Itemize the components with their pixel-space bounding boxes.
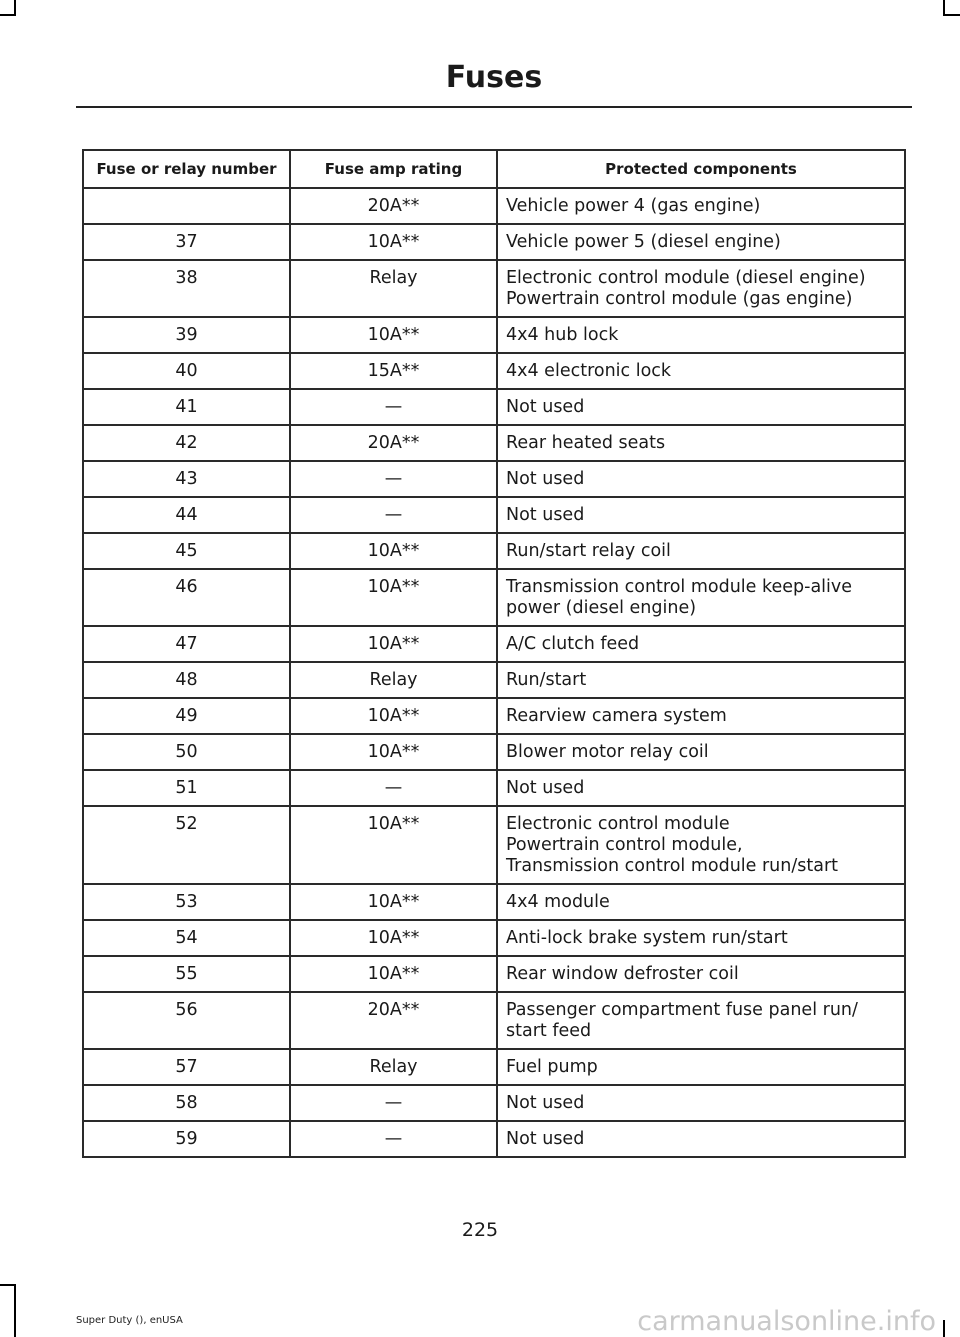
- table-row: [83, 425, 905, 461]
- table-header-row: [83, 150, 905, 188]
- component-line: Not used: [506, 469, 585, 489]
- component-line: Not used: [506, 505, 585, 525]
- amp-rating-cell: —: [290, 389, 497, 425]
- component-line: Electronic control module: [506, 814, 730, 834]
- component-line: Not used: [506, 397, 585, 417]
- fuse-table: [82, 149, 906, 1158]
- page-title: Fuses: [445, 60, 543, 95]
- amp-rating-cell: 10A**: [290, 698, 497, 734]
- crop-mark-top-right-h: [943, 14, 960, 16]
- table-row: [83, 1049, 905, 1085]
- fuse-number-cell: 55: [83, 956, 290, 992]
- amp-rating-cell: 15A**: [290, 353, 497, 389]
- table-row: [83, 188, 905, 224]
- amp-rating-cell: —: [290, 1121, 497, 1157]
- amp-rating-cell: 10A**: [290, 956, 497, 992]
- component-line: Transmission control module keep-alive: [506, 577, 853, 597]
- component-line: Not used: [506, 1093, 585, 1113]
- component-line: Vehicle power 5 (diesel engine): [506, 232, 781, 252]
- table-row: [83, 992, 905, 1049]
- component-line: 4x4 hub lock: [506, 325, 619, 345]
- component-line: Vehicle power 4 (gas engine): [506, 196, 761, 216]
- table-row: [83, 626, 905, 662]
- fuse-number-cell: 51: [83, 770, 290, 806]
- table-row: [83, 1121, 905, 1157]
- table-row: [83, 461, 905, 497]
- fuse-number-cell: 38: [83, 260, 290, 317]
- component-line: Not used: [506, 778, 585, 798]
- protected-components-cell: [497, 992, 905, 1049]
- component-line: 4x4 module: [506, 892, 610, 912]
- header-fuse-number: Fuse or relay number: [83, 150, 290, 188]
- crop-mark-bottom-right-v: [943, 1320, 945, 1337]
- fuse-number-cell: 56: [83, 992, 290, 1049]
- amp-rating-cell: 10A**: [290, 533, 497, 569]
- component-line: Passenger compartment fuse panel run/: [506, 1000, 858, 1020]
- amp-rating-cell: —: [290, 770, 497, 806]
- amp-rating-cell: 10A**: [290, 569, 497, 626]
- component-line: Anti-lock brake system run/start: [506, 928, 788, 948]
- fuse-number-cell: 57: [83, 1049, 290, 1085]
- protected-components-cell: [497, 734, 905, 770]
- component-line: Blower motor relay coil: [506, 742, 709, 762]
- fuse-number-cell: 40: [83, 353, 290, 389]
- fuse-number-cell: 54: [83, 920, 290, 956]
- fuse-number-cell: 43: [83, 461, 290, 497]
- protected-components-cell: [497, 770, 905, 806]
- protected-components-cell: [497, 569, 905, 626]
- table-row: [83, 353, 905, 389]
- protected-components-cell: [497, 188, 905, 224]
- table-row: [83, 389, 905, 425]
- crop-mark-top-left-v: [14, 0, 16, 14]
- component-line: Rearview camera system: [506, 706, 727, 726]
- amp-rating-cell: 10A**: [290, 884, 497, 920]
- component-line: Fuel pump: [506, 1057, 598, 1077]
- component-line: A/C clutch feed: [506, 634, 640, 654]
- table-row: [83, 734, 905, 770]
- crop-mark-bottom-left-h: [0, 1284, 16, 1286]
- fuse-number-cell: 47: [83, 626, 290, 662]
- fuse-number-cell: 37: [83, 224, 290, 260]
- table-row: [83, 770, 905, 806]
- amp-rating-cell: 10A**: [290, 317, 497, 353]
- fuse-number-cell: 53: [83, 884, 290, 920]
- component-line: power (diesel engine): [506, 598, 697, 618]
- table-row: [83, 317, 905, 353]
- fuse-number-cell: [83, 188, 290, 224]
- protected-components-cell: [497, 317, 905, 353]
- crop-mark-top-right-v: [943, 0, 945, 14]
- protected-components-cell: [497, 425, 905, 461]
- footer-text: Super Duty (), enUSA: [76, 1315, 183, 1326]
- header-amp-rating: Fuse amp rating: [290, 150, 497, 188]
- fuse-number-cell: 45: [83, 533, 290, 569]
- protected-components-cell: [497, 1085, 905, 1121]
- table-row: [83, 224, 905, 260]
- amp-rating-cell: —: [290, 1085, 497, 1121]
- amp-rating-cell: 20A**: [290, 992, 497, 1049]
- amp-rating-cell: 10A**: [290, 626, 497, 662]
- protected-components-cell: [497, 698, 905, 734]
- fuse-number-cell: 59: [83, 1121, 290, 1157]
- fuse-number-cell: 42: [83, 425, 290, 461]
- fuse-number-cell: 39: [83, 317, 290, 353]
- fuse-number-cell: 50: [83, 734, 290, 770]
- protected-components-cell: [497, 260, 905, 317]
- component-line: Not used: [506, 1129, 585, 1149]
- table-row: [83, 662, 905, 698]
- protected-components-cell: [497, 353, 905, 389]
- component-line: Powertrain control module,: [506, 835, 743, 855]
- crop-mark-bottom-left-v: [14, 1284, 16, 1337]
- amp-rating-cell: Relay: [290, 260, 497, 317]
- protected-components-cell: [497, 884, 905, 920]
- title-rule: [76, 106, 912, 108]
- protected-components-cell: [497, 1049, 905, 1085]
- table-row: [83, 806, 905, 884]
- protected-components-cell: [497, 956, 905, 992]
- protected-components-cell: [497, 497, 905, 533]
- amp-rating-cell: 10A**: [290, 920, 497, 956]
- amp-rating-cell: 10A**: [290, 806, 497, 884]
- crop-mark-top-left-h: [0, 14, 16, 16]
- component-line: Run/start relay coil: [506, 541, 671, 561]
- component-line: Powertrain control module (gas engine): [506, 289, 853, 309]
- fuse-number-cell: 41: [83, 389, 290, 425]
- fuse-number-cell: 52: [83, 806, 290, 884]
- table-row: [83, 884, 905, 920]
- table-row: [83, 497, 905, 533]
- protected-components-cell: [497, 461, 905, 497]
- component-line: Rear heated seats: [506, 433, 666, 453]
- protected-components-cell: [497, 224, 905, 260]
- fuse-number-cell: 44: [83, 497, 290, 533]
- protected-components-cell: [497, 626, 905, 662]
- amp-rating-cell: Relay: [290, 662, 497, 698]
- table-row: [83, 920, 905, 956]
- amp-rating-cell: 20A**: [290, 425, 497, 461]
- fuse-number-cell: 49: [83, 698, 290, 734]
- protected-components-cell: [497, 662, 905, 698]
- component-line: 4x4 electronic lock: [506, 361, 672, 381]
- component-line: Rear window defroster coil: [506, 964, 739, 984]
- table-row: [83, 698, 905, 734]
- protected-components-cell: [497, 806, 905, 884]
- amp-rating-cell: Relay: [290, 1049, 497, 1085]
- table-row: [83, 569, 905, 626]
- amp-rating-cell: —: [290, 461, 497, 497]
- component-line: Transmission control module run/start: [506, 856, 839, 876]
- header-protected-components: Protected components: [497, 150, 905, 188]
- fuse-number-cell: 58: [83, 1085, 290, 1121]
- table-row: [83, 1085, 905, 1121]
- page-number: 225: [461, 1219, 499, 1241]
- fuse-number-cell: 46: [83, 569, 290, 626]
- component-line: start feed: [506, 1021, 592, 1041]
- protected-components-cell: [497, 389, 905, 425]
- amp-rating-cell: 10A**: [290, 224, 497, 260]
- table-row: [83, 956, 905, 992]
- component-line: Electronic control module (diesel engine): [506, 268, 866, 288]
- fuse-table-body: [83, 188, 905, 1157]
- component-line: Run/start: [506, 670, 587, 690]
- table-row: [83, 260, 905, 317]
- amp-rating-cell: 10A**: [290, 734, 497, 770]
- table-row: [83, 533, 905, 569]
- protected-components-cell: [497, 1121, 905, 1157]
- protected-components-cell: [497, 920, 905, 956]
- amp-rating-cell: 20A**: [290, 188, 497, 224]
- watermark: carmanualsonline.info: [637, 1306, 936, 1337]
- amp-rating-cell: —: [290, 497, 497, 533]
- protected-components-cell: [497, 533, 905, 569]
- fuse-number-cell: 48: [83, 662, 290, 698]
